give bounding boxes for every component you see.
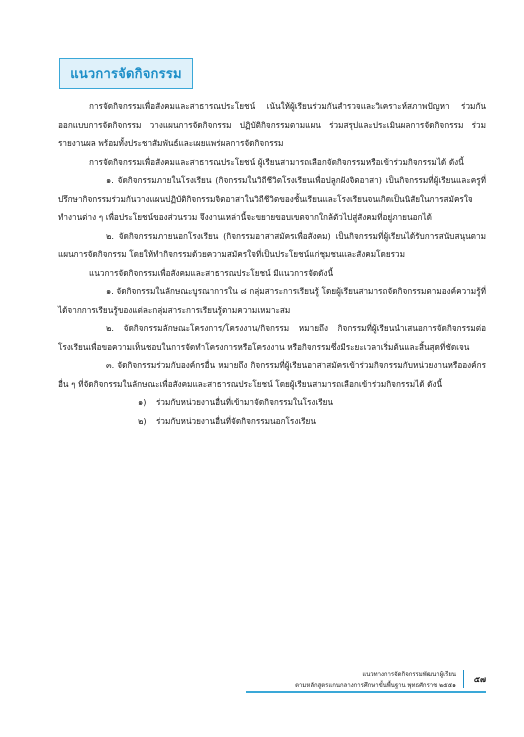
paragraph-partners: ๓. จัดกิจกรรมร่วมกับองค์กรอื่น หมายถึง กิจกรรมที่ผู้เรียนอาสาสมัครเข้าร่วมกิจกรรมกับหน่วยงานหรือองค์กรอื่น ๆ ที่จัดกิจกรรมในลักษณะเพื่อสังคมและสาธารณประโยชน์ โดยผู้เรียนสามารถเลือกเข้าร่วมกิจกรรมได้ ดังนี้ bbox=[58, 360, 486, 389]
list-item-text: ร่วมกับหน่วยงานอื่นที่จัดกิจกรรมนอกโรงเรียน bbox=[156, 415, 316, 426]
paragraph-integration: ๑. จัดกิจกรรมในลักษณะบูรณาการใน ๘ กลุ่มสาระการเรียนรู้ โดยผู้เรียนสามารถจัดกิจกรรมตามองค์ความรู้ที่ได้จากการเรียนรู้ของแต่ละกลุ่มสาระการเรียนรู้ตามความเหมาะสม bbox=[58, 286, 486, 315]
footer-rule bbox=[246, 691, 486, 693]
paragraph-approach: แนวการจัดกิจกรรมเพื่อสังคมและสาธารณประโยชน์ มีแนวการจัดดังนี้ bbox=[89, 267, 334, 278]
paragraph-intro: การจัดกิจกรรมเพื่อสังคมและสาธารณประโยชน์ เน้นให้ผู้เรียนร่วมกันสำรวจและวิเคราะห์สภาพปัญหา ร่วมกันออกแบบการจัดกิจกรรม วางแผนการจัดกิจกรรม ปฏิบัติกิจกรรมตามแผน ร่วมสรุปและประเมินผลการจัดกิจกรรม ร่วมรายงานผล พร้อมทั้งประชาสัมพันธ์และเผยแพร่ผลการจัดกิจกรรม bbox=[58, 101, 486, 148]
list-item bbox=[58, 393, 486, 412]
list-item-number: ๑) bbox=[138, 397, 147, 407]
footer-divider bbox=[463, 670, 464, 688]
paragraph-outside-school: ๒. จัดกิจกรรมภายนอกโรงเรียน (กิจกรรมอาสาสมัครเพื่อสังคม) เป็นกิจกรรมที่ผู้เรียนได้รับการสนับสนุนตามแผนการจัดกิจกรรม โดยให้ทำกิจกรรมด้วยความสมัครใจที่เป็นประโยชน์แก่ชุมชนและสังคมโดยรวม bbox=[58, 230, 486, 259]
footer-title: แนวทางการจัดกิจกรรมพัฒนาผู้เรียน bbox=[362, 671, 456, 678]
list-item-text: ร่วมกับหน่วยงานอื่นที่เข้ามาจัดกิจกรรมในโรงเรียน bbox=[156, 397, 334, 407]
section-heading-box bbox=[59, 58, 193, 89]
page-number: ๕๗ bbox=[473, 675, 486, 684]
paragraph-options: การจัดกิจกรรมเพื่อสังคมและสาธารณประโยชน์ ผู้เรียนสามารถเลือกจัดกิจกรรมหรือเข้าร่วมกิจกรรมได้ ดังนี้ bbox=[89, 156, 464, 167]
body-text bbox=[58, 97, 486, 430]
paragraph-inside-school: ๑. จัดกิจกรรมภายในโรงเรียน (กิจกรรมในวิถีชีวิตโรงเรียนเพื่อปลูกฝังจิตอาสา) เป็นกิจกรรมที่ผู้เรียนและครูที่ปรึกษากิจกรรมร่วมกันวางแผนปฏิบัติกิจกรรมจิตอาสาในวิถีชีวิตของชั้นเรียนและโรงเรียนจนเกิดเป็นนิสัยในการสมัครใจทำงานต่าง ๆ เพื่อประโยชน์ของส่วนรวม จึงงานเหล่านี้จะขยายขอบเขตจากใกล้ตัวไปสู่สังคมที่อยู่ภายนอกได้ bbox=[58, 175, 486, 222]
footer-subtitle: ตามหลักสูตรแกนกลางการศึกษาขั้นพื้นฐาน พุทธศักราช ๒๕๕๑ bbox=[295, 682, 456, 689]
list-item bbox=[58, 412, 486, 431]
paragraph-project: ๒. จัดกิจกรรมลักษณะโครงการ/โครงงาน/กิจกรรม หมายถึง กิจกรรมที่ผู้เรียนนำเสนอการจัดกิจกรรมต่อโรงเรียนเพื่อขอความเห็นชอบในการจัดทำโครงการหรือโครงงาน หรือกิจกรรมซึ่งมีระยะเวลาเริ่มต้นและสิ้นสุดที่ชัดเจน bbox=[58, 323, 486, 352]
section-heading: แนวการจัดกิจกรรม bbox=[70, 67, 182, 82]
list-item-number: ๒) bbox=[138, 415, 147, 426]
